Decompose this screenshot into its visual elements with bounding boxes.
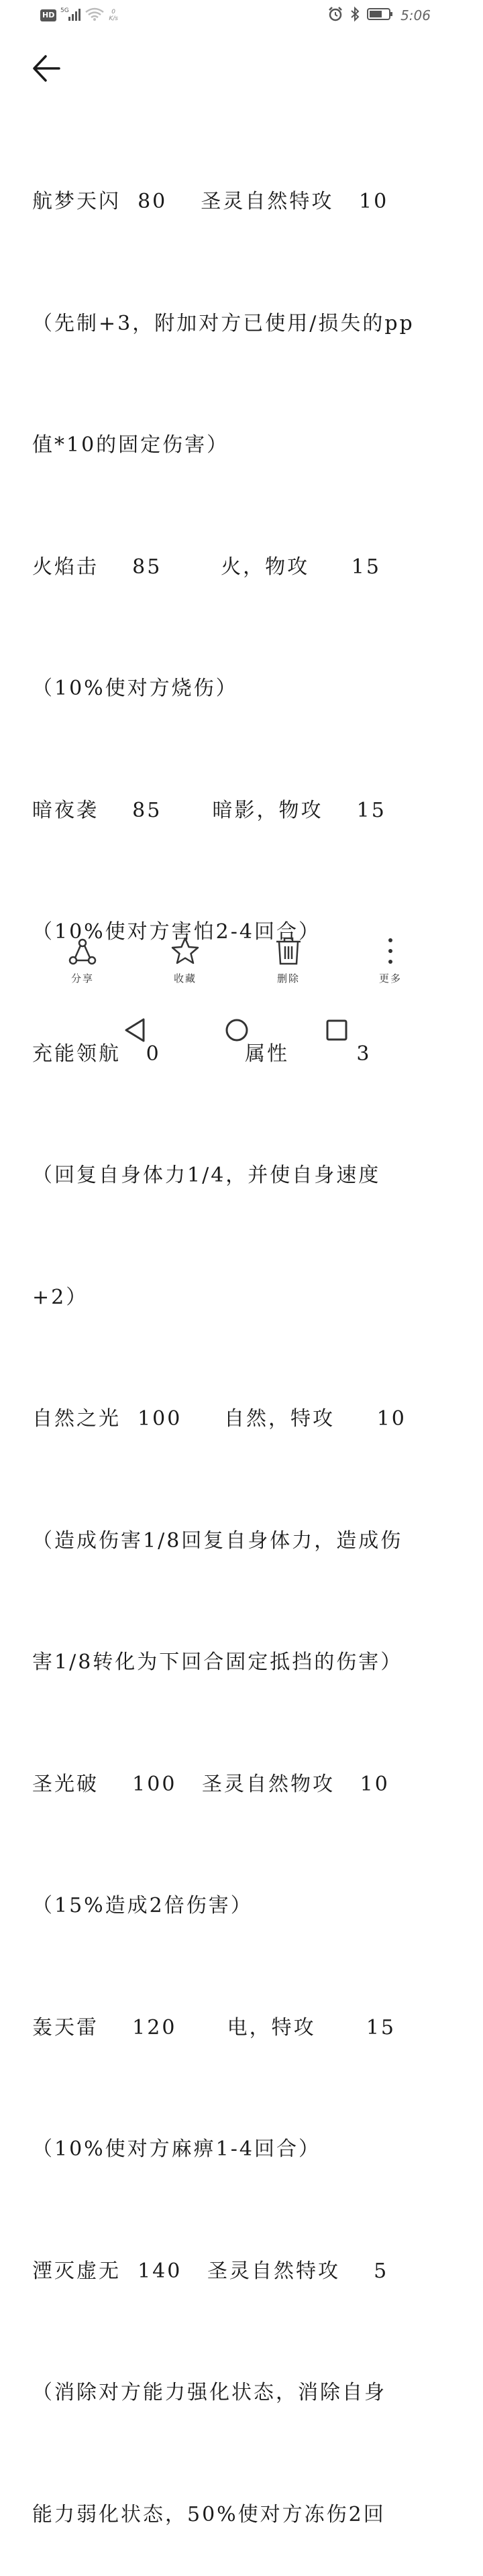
- network-type: 5G: [60, 7, 70, 14]
- arrow-left-icon: [30, 52, 66, 85]
- trash-icon: [274, 936, 303, 966]
- delete-button[interactable]: [255, 932, 322, 985]
- square-recents-icon: [317, 1010, 357, 1050]
- bottom-toolbar: [0, 932, 483, 993]
- note-line: +2）: [32, 1285, 89, 1309]
- note-line: （造成伤害1/8回复自身体力，造成伤: [32, 1528, 403, 1553]
- more-label: 更多: [378, 972, 402, 985]
- favorite-button[interactable]: [152, 932, 219, 985]
- note-line: 圣光破 100 圣灵自然物攻 10: [32, 1772, 390, 1796]
- note-line: （15%造成2倍伤害）: [32, 1894, 253, 1917]
- more-vertical-icon: [376, 936, 405, 966]
- status-right: [328, 7, 431, 24]
- clock: 5:06: [400, 7, 431, 23]
- note-line: 航梦天闪 80 圣灵自然特攻 10: [32, 190, 389, 213]
- status-bar: [0, 0, 483, 32]
- network-speed-unit: K/s: [109, 15, 118, 22]
- alarm-icon: [328, 7, 343, 24]
- note-line: 火焰击 85 火，物攻 15: [32, 555, 381, 579]
- system-nav-bar: [0, 1006, 483, 1073]
- circle-home-icon: [217, 1010, 257, 1050]
- nav-recents-button[interactable]: [317, 1010, 357, 1050]
- hd-badge: HD: [40, 9, 56, 21]
- share-icon: [68, 936, 97, 966]
- cellular-signal-icon: [60, 7, 80, 24]
- note-line: （消除对方能力强化状态，消除自身: [32, 2381, 386, 2404]
- note-line: （10%使对方害怕2-4回合）: [32, 920, 321, 944]
- network-speed-value: 0: [111, 9, 116, 15]
- note-line: 暗夜袭 85 暗影，物攻 15: [32, 798, 386, 822]
- note-line: （10%使对方麻痹1-4回合）: [32, 2137, 321, 2161]
- battery-icon: [367, 7, 394, 24]
- note-content: [32, 101, 435, 2576]
- wifi-icon: [85, 7, 105, 24]
- triangle-back-icon: [115, 1010, 156, 1050]
- delete-label: 删除: [276, 972, 300, 985]
- note-line: 能力弱化状态，50%使对方冻伤2回: [32, 2502, 386, 2526]
- note-line: 值*10的固定伤害）: [32, 433, 229, 457]
- note-line: 害1/8转化为下回合固定抵挡的伤害）: [32, 1650, 403, 1674]
- status-left: [40, 7, 118, 24]
- note-line: （回复自身体力1/4，并使自身速度: [32, 1164, 381, 1187]
- note-line: （10%使对方烧伤）: [32, 677, 238, 700]
- back-button[interactable]: [30, 52, 66, 85]
- network-speed: [109, 9, 118, 22]
- note-line: （先制+3，附加对方已使用/损失的pp: [32, 311, 415, 335]
- note-line: 湮灭虚无 140 圣灵自然特攻 5: [32, 2259, 389, 2283]
- favorite-label: 收藏: [173, 972, 197, 985]
- more-button[interactable]: [357, 932, 424, 985]
- share-button[interactable]: [49, 932, 116, 985]
- bluetooth-icon: [350, 7, 360, 24]
- note-line: 充能领航 0 属性 3: [32, 1042, 372, 1066]
- star-icon: [170, 936, 200, 966]
- share-label: 分享: [70, 972, 94, 985]
- nav-home-button[interactable]: [217, 1010, 257, 1050]
- nav-back-button[interactable]: [115, 1010, 156, 1050]
- note-line: 轰天雷 120 电，特攻 15: [32, 2015, 396, 2039]
- note-line: 自然之光 100 自然，特攻 10: [32, 1407, 407, 1431]
